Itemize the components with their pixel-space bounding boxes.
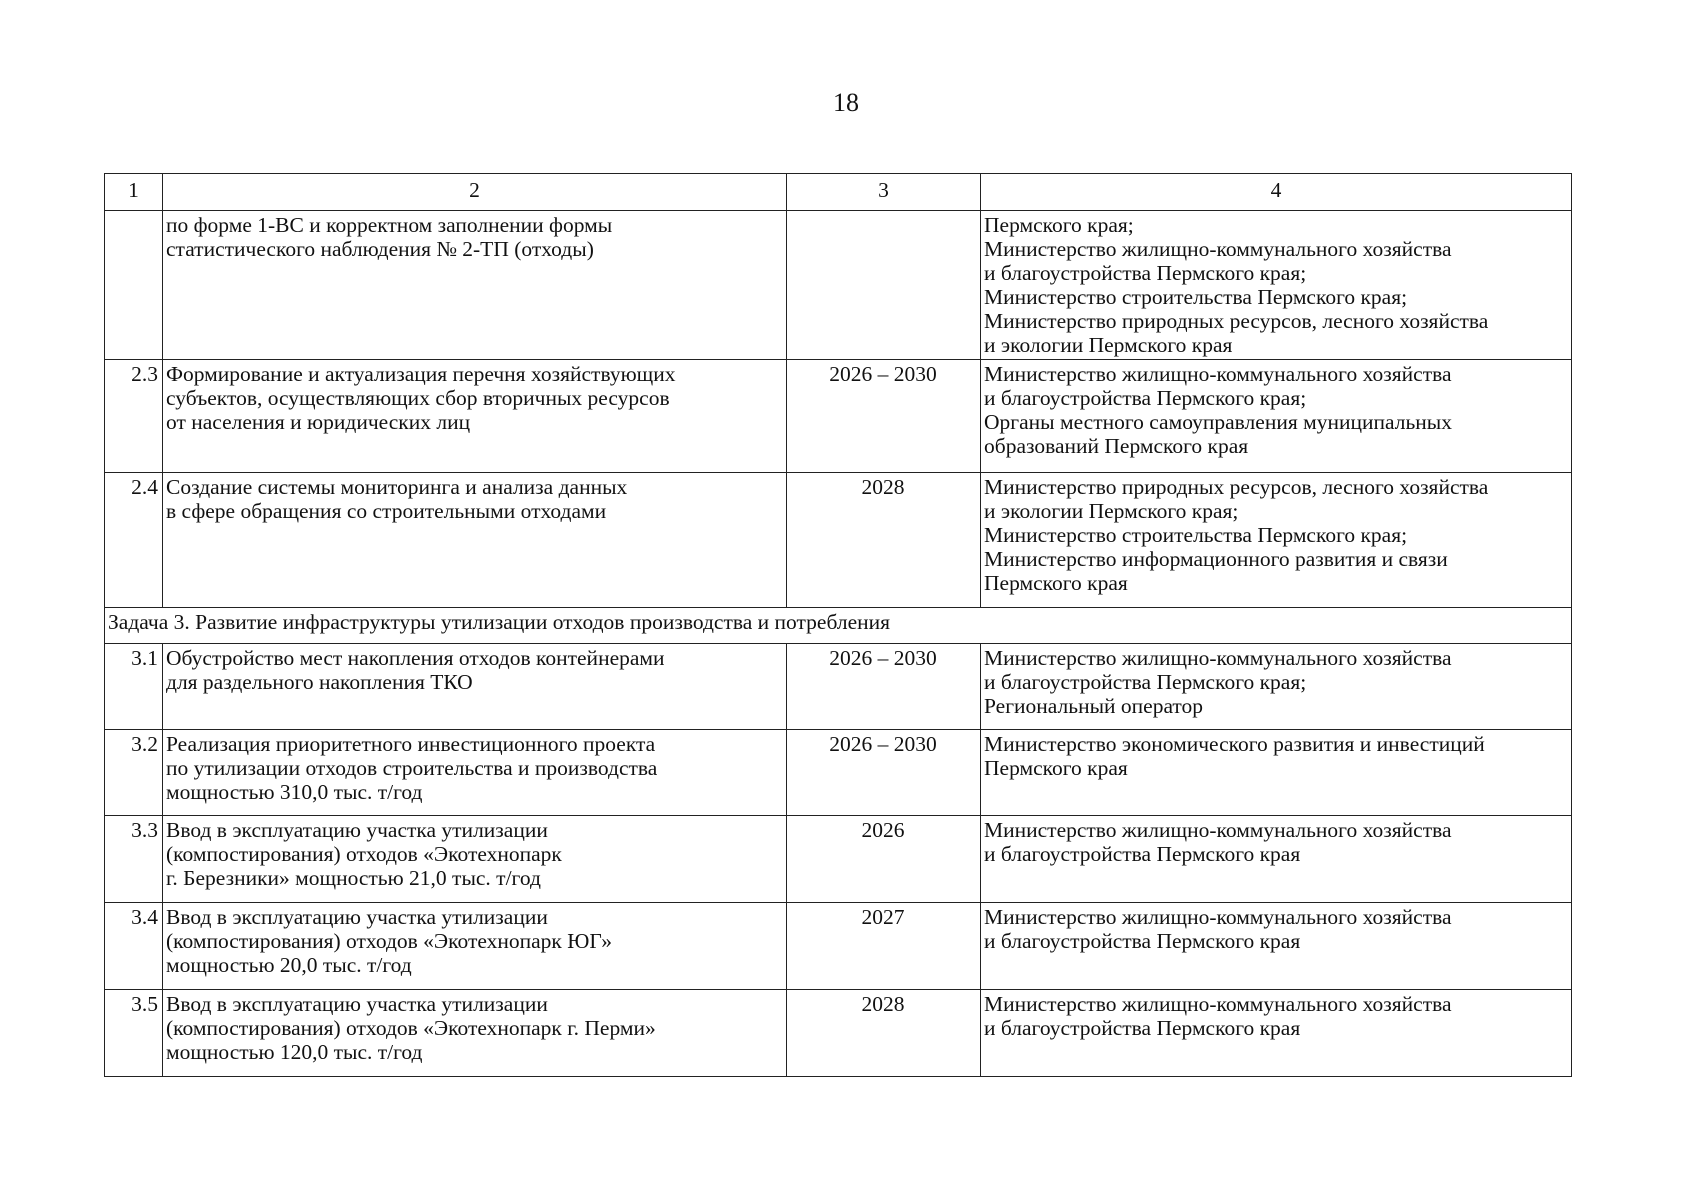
- row-number: 2.3: [105, 360, 163, 473]
- table-row: [105, 903, 1572, 990]
- table-header: [105, 174, 1572, 211]
- measure-description: Формирование и актуализация перечня хозяйствующих субъектов, осуществляющих сбор вторичных ресурсов от населения и юридических лиц: [163, 360, 787, 473]
- measure-description: Создание системы мониторинга и анализа данных в сфере обращения со строительными отходами: [163, 473, 787, 608]
- column-header-2: 2: [163, 174, 787, 211]
- column-header-1: 1: [105, 174, 163, 211]
- measure-description: Ввод в эксплуатацию участка утилизации (компостирования) отходов «Экотехнопарк г. Перми» мощностью 120,0 тыс. т/год: [163, 990, 787, 1077]
- table-row: [105, 644, 1572, 730]
- implementation-term: 2026 – 2030: [787, 730, 981, 816]
- row-number: 3.2: [105, 730, 163, 816]
- measure-description: Ввод в эксплуатацию участка утилизации (компостирования) отходов «Экотехнопарк г. Березники» мощностью 21,0 тыс. т/год: [163, 816, 787, 903]
- implementation-term: 2028: [787, 990, 981, 1077]
- table-row: [105, 211, 1572, 360]
- implementation-term: 2027: [787, 903, 981, 990]
- responsible-executors: Министерство жилищно-коммунального хозяйства и благоустройства Пермского края; Региональный оператор: [981, 644, 1572, 730]
- table-row: [105, 990, 1572, 1077]
- table-row: [105, 730, 1572, 816]
- measure-description: по форме 1-ВС и корректном заполнении формы статистического наблюдения № 2-ТП (отходы): [163, 211, 787, 360]
- implementation-term: 2028: [787, 473, 981, 608]
- responsible-executors: Министерство природных ресурсов, лесного хозяйства и экологии Пермского края; Министерство строительства Пермского края; Министерство информационного развития и связи Пермского края: [981, 473, 1572, 608]
- responsible-executors: Министерство экономического развития и инвестиций Пермского края: [981, 730, 1572, 816]
- column-header-4: 4: [981, 174, 1572, 211]
- measures-table: [104, 173, 1572, 1077]
- row-number: 3.4: [105, 903, 163, 990]
- responsible-executors: Министерство жилищно-коммунального хозяйства и благоустройства Пермского края; Органы местного самоуправления муниципальных образований Пермского края: [981, 360, 1572, 473]
- column-header-3: 3: [787, 174, 981, 211]
- responsible-executors: Министерство жилищно-коммунального хозяйства и благоустройства Пермского края: [981, 990, 1572, 1077]
- table-row: [105, 360, 1572, 473]
- measure-description: Обустройство мест накопления отходов контейнерами для раздельного накопления ТКО: [163, 644, 787, 730]
- row-number: 2.4: [105, 473, 163, 608]
- table-row: [105, 816, 1572, 903]
- implementation-term: 2026: [787, 816, 981, 903]
- row-number: 3.3: [105, 816, 163, 903]
- column-number-row: [105, 174, 1572, 211]
- table-body: [105, 211, 1572, 1077]
- task-3-heading: Задача 3. Развитие инфраструктуры утилизации отходов производства и потребления: [105, 608, 1572, 644]
- implementation-term: 2026 – 2030: [787, 644, 981, 730]
- row-number: 3.1: [105, 644, 163, 730]
- responsible-executors: Министерство жилищно-коммунального хозяйства и благоустройства Пермского края: [981, 903, 1572, 990]
- row-number: [105, 211, 163, 360]
- implementation-term: [787, 211, 981, 360]
- section-heading-row: [105, 608, 1572, 644]
- row-number: 3.5: [105, 990, 163, 1077]
- page-number: 18: [833, 88, 859, 117]
- measure-description: Ввод в эксплуатацию участка утилизации (компостирования) отходов «Экотехнопарк ЮГ» мощностью 20,0 тыс. т/год: [163, 903, 787, 990]
- responsible-executors: Министерство жилищно-коммунального хозяйства и благоустройства Пермского края: [981, 816, 1572, 903]
- measure-description: Реализация приоритетного инвестиционного проекта по утилизации отходов строительства и производства мощностью 310,0 тыс. т/год: [163, 730, 787, 816]
- responsible-executors: Пермского края; Министерство жилищно-коммунального хозяйства и благоустройства Пермского края; Министерство строительства Пермского края; Министерство природных ресурсов, лесного хозяйства и экологии Пермского края: [981, 211, 1572, 360]
- table-row: [105, 473, 1572, 608]
- implementation-term: 2026 – 2030: [787, 360, 981, 473]
